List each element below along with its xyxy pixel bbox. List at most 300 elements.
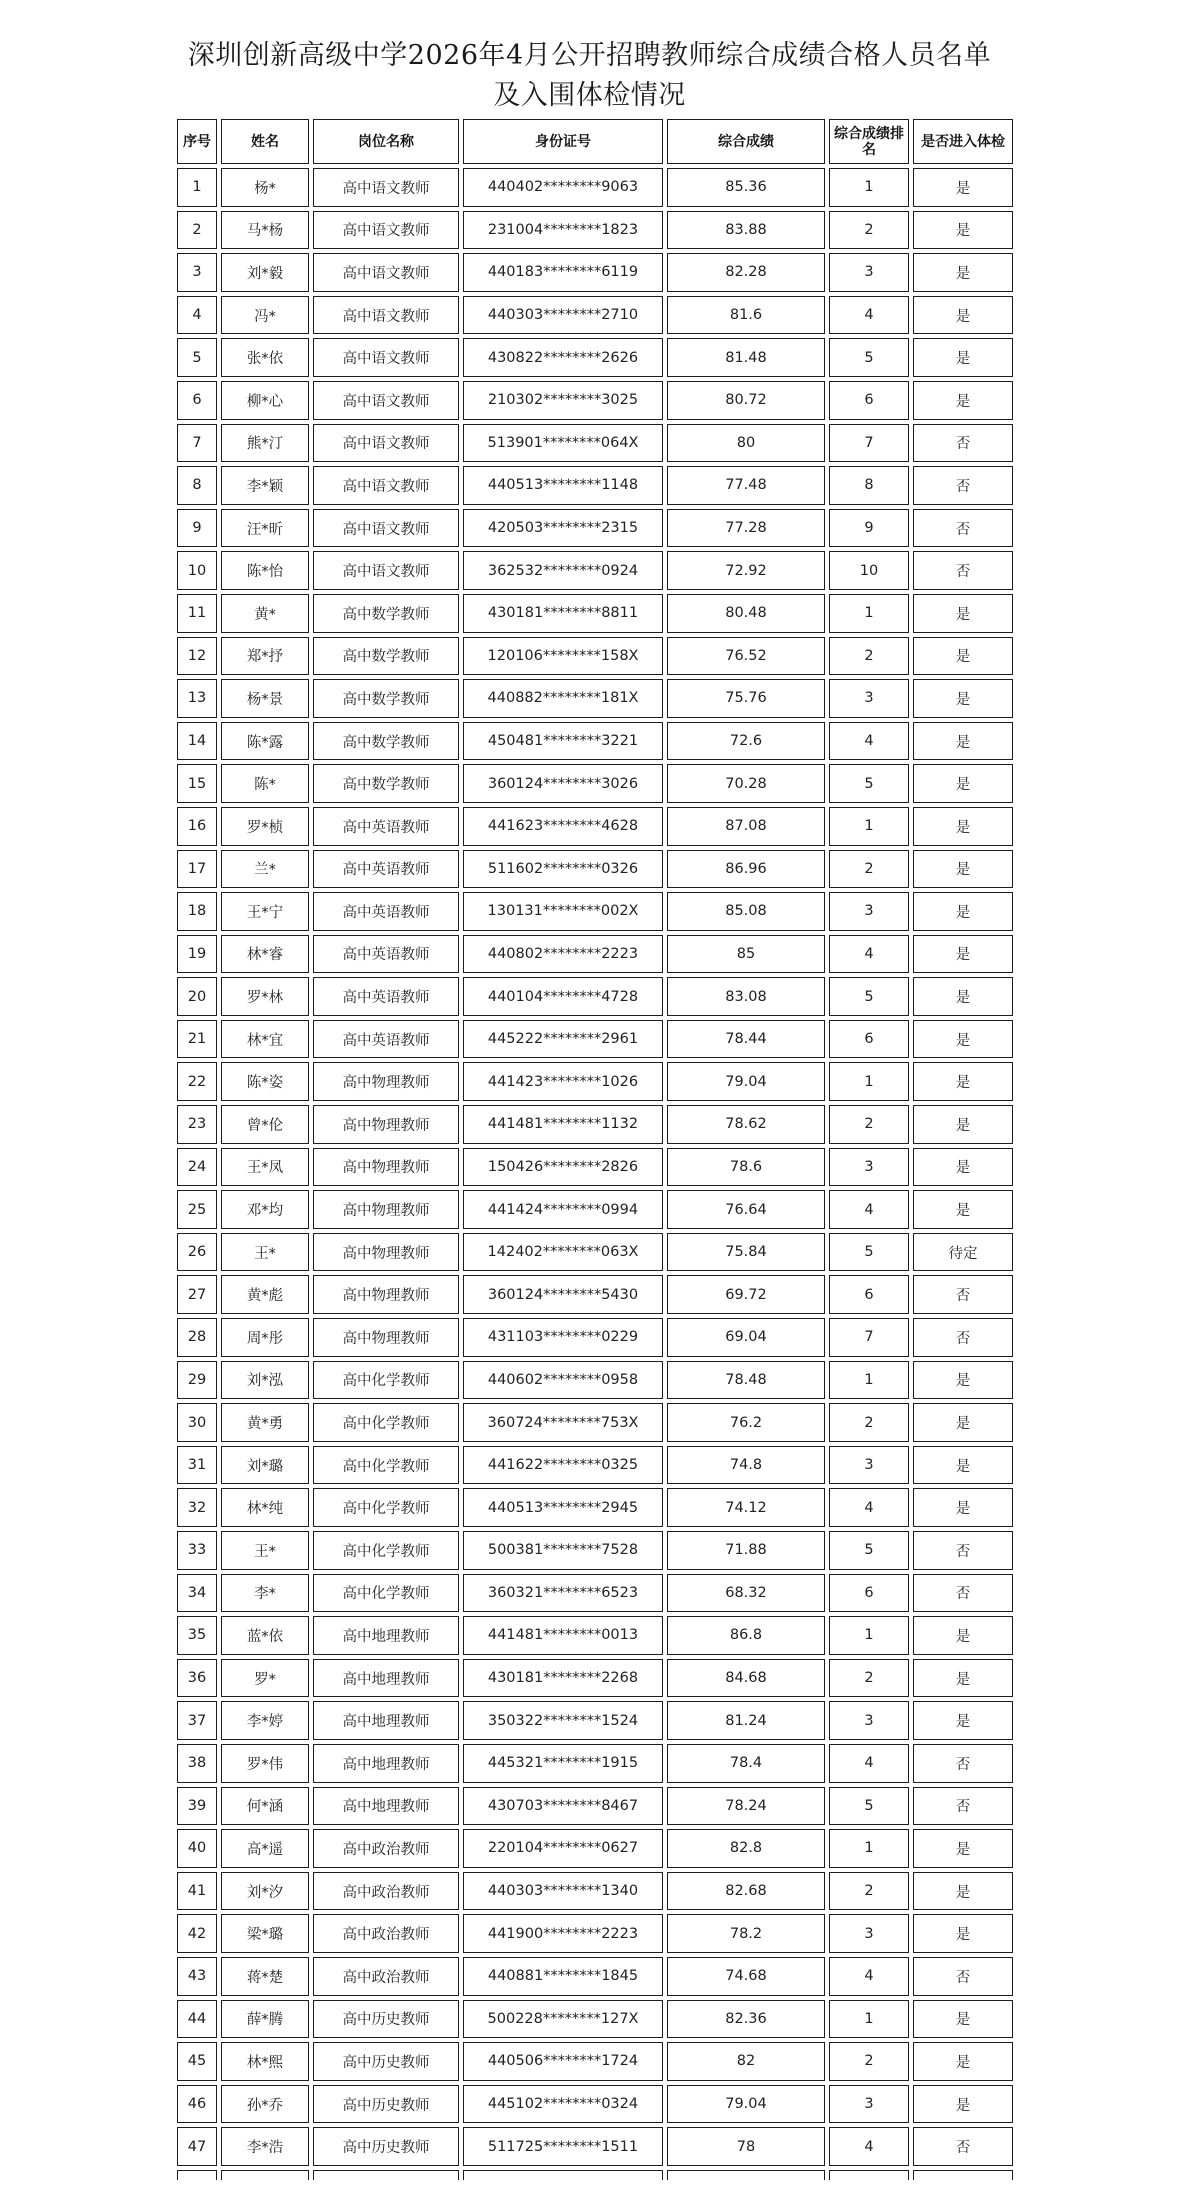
cell-name: 李*颖 (221, 466, 309, 505)
cell-total-score: 80.72 (667, 381, 825, 420)
cell-id-number: 142402********063X (463, 1233, 663, 1272)
cell-score-rank: 3 (829, 253, 909, 292)
cell-name: 杨*景 (221, 679, 309, 718)
cell-position: 高中数学教师 (313, 637, 459, 676)
cell-position: 高中历史教师 (313, 2042, 459, 2081)
cell-name: 蒋*楚 (221, 1957, 309, 1996)
cell-physical-exam: 是 (913, 722, 1013, 761)
cell-position: 高中物理教师 (313, 1062, 459, 1101)
cell-score-rank: 4 (829, 2127, 909, 2166)
cell-score-rank: 7 (829, 1318, 909, 1357)
cell-physical-exam: 是 (913, 892, 1013, 931)
empty-cell (313, 2170, 459, 2180)
cell-id-number: 360724********753X (463, 1403, 663, 1442)
cell-name: 刘*泓 (221, 1361, 309, 1400)
cell-id-number: 445222********2961 (463, 1020, 663, 1059)
table-row (177, 1446, 1013, 1485)
cell-physical-exam: 是 (913, 764, 1013, 803)
cell-serial-number: 26 (177, 1233, 217, 1272)
cell-score-rank: 3 (829, 1446, 909, 1485)
cell-total-score: 78.4 (667, 1744, 825, 1783)
cell-position: 高中语文教师 (313, 551, 459, 590)
cell-total-score: 78 (667, 2127, 825, 2166)
cell-total-score: 82.68 (667, 1872, 825, 1911)
cell-position: 高中物理教师 (313, 1233, 459, 1272)
cell-physical-exam: 是 (913, 594, 1013, 633)
table-row (177, 1062, 1013, 1101)
cell-position: 高中政治教师 (313, 1914, 459, 1953)
cell-name: 罗*林 (221, 977, 309, 1016)
cell-score-rank: 3 (829, 679, 909, 718)
cell-serial-number: 9 (177, 509, 217, 548)
cell-name: 李* (221, 1574, 309, 1613)
header-name: 姓名 (221, 119, 309, 164)
table-row (177, 679, 1013, 718)
cell-score-rank: 3 (829, 1148, 909, 1187)
cell-id-number: 513901********064X (463, 424, 663, 463)
table-row (177, 1616, 1013, 1655)
cell-serial-number: 42 (177, 1914, 217, 1953)
cell-physical-exam: 是 (913, 211, 1013, 250)
cell-total-score: 80.48 (667, 594, 825, 633)
cell-position: 高中政治教师 (313, 1957, 459, 1996)
cell-physical-exam: 否 (913, 551, 1013, 590)
cell-serial-number: 3 (177, 253, 217, 292)
table-row (177, 722, 1013, 761)
cell-position: 高中地理教师 (313, 1616, 459, 1655)
cell-id-number: 441423********1026 (463, 1062, 663, 1101)
cell-serial-number: 13 (177, 679, 217, 718)
cell-name: 曾*伦 (221, 1105, 309, 1144)
cell-total-score: 78.48 (667, 1361, 825, 1400)
cell-id-number: 360321********6523 (463, 1574, 663, 1613)
cell-name: 罗*伟 (221, 1744, 309, 1783)
cell-id-number: 430703********8467 (463, 1787, 663, 1826)
results-table (173, 115, 1017, 2184)
cell-position: 高中地理教师 (313, 1701, 459, 1740)
cell-id-number: 440402********9063 (463, 168, 663, 207)
cell-name: 林*宜 (221, 1020, 309, 1059)
cell-physical-exam: 是 (913, 1105, 1013, 1144)
cell-physical-exam: 否 (913, 509, 1013, 548)
cell-score-rank: 2 (829, 211, 909, 250)
cell-position: 高中化学教师 (313, 1531, 459, 1570)
cell-id-number: 450481********3221 (463, 722, 663, 761)
cell-position: 高中语文教师 (313, 211, 459, 250)
cell-serial-number: 28 (177, 1318, 217, 1357)
cell-score-rank: 4 (829, 1488, 909, 1527)
cell-physical-exam: 是 (913, 338, 1013, 377)
cell-serial-number: 5 (177, 338, 217, 377)
cell-score-rank: 2 (829, 1872, 909, 1911)
cell-physical-exam: 是 (913, 253, 1013, 292)
cell-physical-exam: 是 (913, 1148, 1013, 1187)
cell-id-number: 441622********0325 (463, 1446, 663, 1485)
cell-position: 高中物理教师 (313, 1190, 459, 1229)
cell-id-number: 120106********158X (463, 637, 663, 676)
cell-position: 高中物理教师 (313, 1275, 459, 1314)
table-row (177, 1914, 1013, 1953)
cell-score-rank: 1 (829, 1829, 909, 1868)
cell-position: 高中英语教师 (313, 807, 459, 846)
empty-cell (177, 2170, 217, 2180)
cell-physical-exam: 否 (913, 1957, 1013, 1996)
cell-id-number: 430181********8811 (463, 594, 663, 633)
cell-serial-number: 39 (177, 1787, 217, 1826)
cell-score-rank: 2 (829, 1659, 909, 1698)
cell-name: 陈*怡 (221, 551, 309, 590)
cell-serial-number: 14 (177, 722, 217, 761)
table-row (177, 253, 1013, 292)
cell-total-score: 70.28 (667, 764, 825, 803)
cell-name: 梁*璐 (221, 1914, 309, 1953)
cell-position: 高中英语教师 (313, 935, 459, 974)
cell-score-rank: 4 (829, 1957, 909, 1996)
cell-serial-number: 25 (177, 1190, 217, 1229)
cell-name: 何*涵 (221, 1787, 309, 1826)
cell-score-rank: 2 (829, 2042, 909, 2081)
cell-serial-number: 16 (177, 807, 217, 846)
cell-total-score: 75.84 (667, 1233, 825, 1272)
table-row (177, 1957, 1013, 1996)
cell-serial-number: 24 (177, 1148, 217, 1187)
cell-name: 高*遥 (221, 1829, 309, 1868)
cell-score-rank: 9 (829, 509, 909, 548)
table-row (177, 1105, 1013, 1144)
cell-score-rank: 5 (829, 764, 909, 803)
cell-physical-exam: 是 (913, 850, 1013, 889)
cell-physical-exam: 否 (913, 466, 1013, 505)
cell-physical-exam: 是 (913, 1403, 1013, 1442)
cell-id-number: 445102********0324 (463, 2085, 663, 2124)
cell-name: 王*宁 (221, 892, 309, 931)
header-physical-exam: 是否进入体检 (913, 119, 1013, 164)
cell-physical-exam: 是 (913, 2042, 1013, 2081)
cell-physical-exam: 是 (913, 1446, 1013, 1485)
cell-position: 高中英语教师 (313, 892, 459, 931)
cell-total-score: 76.52 (667, 637, 825, 676)
cell-score-rank: 1 (829, 807, 909, 846)
cell-serial-number: 47 (177, 2127, 217, 2166)
cell-id-number: 500228********127X (463, 2000, 663, 2039)
cell-serial-number: 18 (177, 892, 217, 931)
cell-position: 高中数学教师 (313, 594, 459, 633)
cell-id-number: 441481********1132 (463, 1105, 663, 1144)
cell-id-number: 500381********7528 (463, 1531, 663, 1570)
cell-name: 刘*汐 (221, 1872, 309, 1911)
cell-position: 高中语文教师 (313, 296, 459, 335)
cell-total-score: 84.68 (667, 1659, 825, 1698)
cell-serial-number: 34 (177, 1574, 217, 1613)
table-row (177, 1574, 1013, 1613)
cell-serial-number: 15 (177, 764, 217, 803)
cell-total-score: 82 (667, 2042, 825, 2081)
cell-position: 高中化学教师 (313, 1574, 459, 1613)
table-row (177, 551, 1013, 590)
cell-serial-number: 12 (177, 637, 217, 676)
cell-id-number: 441900********2223 (463, 1914, 663, 1953)
cell-name: 黄*彪 (221, 1275, 309, 1314)
cell-id-number: 220104********0627 (463, 1829, 663, 1868)
cell-position: 高中地理教师 (313, 1659, 459, 1698)
cell-position: 高中英语教师 (313, 850, 459, 889)
cell-position: 高中历史教师 (313, 2085, 459, 2124)
cell-serial-number: 7 (177, 424, 217, 463)
cell-physical-exam: 是 (913, 807, 1013, 846)
cell-score-rank: 6 (829, 1275, 909, 1314)
cell-score-rank: 5 (829, 1233, 909, 1272)
table-row (177, 424, 1013, 463)
table-row (177, 1659, 1013, 1698)
cell-score-rank: 4 (829, 1744, 909, 1783)
cell-id-number: 511725********1511 (463, 2127, 663, 2166)
cell-name: 杨* (221, 168, 309, 207)
table-row (177, 466, 1013, 505)
cell-id-number: 441623********4628 (463, 807, 663, 846)
table-row (177, 2000, 1013, 2039)
cell-total-score: 74.8 (667, 1446, 825, 1485)
cell-total-score: 85.36 (667, 168, 825, 207)
cell-total-score: 87.08 (667, 807, 825, 846)
cell-physical-exam: 否 (913, 1787, 1013, 1826)
cell-id-number: 440303********2710 (463, 296, 663, 335)
cell-total-score: 74.12 (667, 1488, 825, 1527)
cell-id-number: 440882********181X (463, 679, 663, 718)
cell-id-number: 440183********6119 (463, 253, 663, 292)
cell-serial-number: 40 (177, 1829, 217, 1868)
cell-id-number: 440506********1724 (463, 2042, 663, 2081)
cell-name: 王* (221, 1531, 309, 1570)
cell-physical-exam: 否 (913, 424, 1013, 463)
cell-name: 陈* (221, 764, 309, 803)
cell-serial-number: 35 (177, 1616, 217, 1655)
cell-physical-exam: 是 (913, 1914, 1013, 1953)
cell-physical-exam: 是 (913, 1701, 1013, 1740)
table-row (177, 381, 1013, 420)
table-row (177, 892, 1013, 931)
cell-total-score: 83.88 (667, 211, 825, 250)
cell-serial-number: 41 (177, 1872, 217, 1911)
table-header-row (177, 119, 1013, 164)
cell-id-number: 360124********5430 (463, 1275, 663, 1314)
cell-position: 高中物理教师 (313, 1105, 459, 1144)
cell-score-rank: 1 (829, 168, 909, 207)
cell-position: 高中化学教师 (313, 1361, 459, 1400)
cell-serial-number: 10 (177, 551, 217, 590)
cell-position: 高中化学教师 (313, 1446, 459, 1485)
cell-serial-number: 32 (177, 1488, 217, 1527)
cell-serial-number: 44 (177, 2000, 217, 2039)
cell-name: 陈*姿 (221, 1062, 309, 1101)
table-row (177, 1275, 1013, 1314)
table-row (177, 1403, 1013, 1442)
table-row (177, 1148, 1013, 1187)
cell-score-rank: 4 (829, 722, 909, 761)
cell-physical-exam: 否 (913, 1531, 1013, 1570)
cell-id-number: 440513********2945 (463, 1488, 663, 1527)
cell-score-rank: 1 (829, 1361, 909, 1400)
cell-serial-number: 21 (177, 1020, 217, 1059)
cell-id-number: 360124********3026 (463, 764, 663, 803)
cell-score-rank: 6 (829, 1020, 909, 1059)
cell-serial-number: 4 (177, 296, 217, 335)
cell-score-rank: 5 (829, 977, 909, 1016)
empty-cell (463, 2170, 663, 2180)
table-row-cut-off (177, 2170, 1013, 2180)
cell-total-score: 68.32 (667, 1574, 825, 1613)
cell-serial-number: 2 (177, 211, 217, 250)
table-row (177, 1361, 1013, 1400)
cell-name: 兰* (221, 850, 309, 889)
cell-total-score: 69.04 (667, 1318, 825, 1357)
cell-total-score: 81.24 (667, 1701, 825, 1740)
cell-score-rank: 6 (829, 381, 909, 420)
cell-serial-number: 20 (177, 977, 217, 1016)
cell-physical-exam: 是 (913, 935, 1013, 974)
cell-score-rank: 2 (829, 1403, 909, 1442)
cell-score-rank: 7 (829, 424, 909, 463)
cell-position: 高中语文教师 (313, 253, 459, 292)
cell-id-number: 440303********1340 (463, 1872, 663, 1911)
table-row (177, 1829, 1013, 1868)
cell-serial-number: 46 (177, 2085, 217, 2124)
cell-name: 刘*毅 (221, 253, 309, 292)
table-row (177, 338, 1013, 377)
table-row (177, 1872, 1013, 1911)
cell-name: 刘*璐 (221, 1446, 309, 1485)
cell-id-number: 362532********0924 (463, 551, 663, 590)
table-row (177, 1318, 1013, 1357)
table-row (177, 935, 1013, 974)
table-row (177, 211, 1013, 250)
cell-physical-exam: 否 (913, 1574, 1013, 1613)
table-row (177, 2042, 1013, 2081)
table-row (177, 807, 1013, 846)
cell-position: 高中语文教师 (313, 466, 459, 505)
cell-physical-exam: 是 (913, 1062, 1013, 1101)
cell-name: 黄*勇 (221, 1403, 309, 1442)
table-row (177, 1190, 1013, 1229)
cell-total-score: 74.68 (667, 1957, 825, 1996)
cell-total-score: 82.8 (667, 1829, 825, 1868)
cell-name: 黄* (221, 594, 309, 633)
cell-name: 郑*抒 (221, 637, 309, 676)
table-row (177, 1787, 1013, 1826)
cell-total-score: 86.96 (667, 850, 825, 889)
cell-id-number: 445321********1915 (463, 1744, 663, 1783)
cell-score-rank: 1 (829, 1616, 909, 1655)
empty-cell (221, 2170, 309, 2180)
cell-score-rank: 1 (829, 2000, 909, 2039)
cell-physical-exam: 是 (913, 1190, 1013, 1229)
cell-total-score: 79.04 (667, 2085, 825, 2124)
cell-physical-exam: 是 (913, 381, 1013, 420)
cell-total-score: 69.72 (667, 1275, 825, 1314)
cell-total-score: 79.04 (667, 1062, 825, 1101)
cell-serial-number: 8 (177, 466, 217, 505)
cell-serial-number: 22 (177, 1062, 217, 1101)
cell-physical-exam: 是 (913, 1659, 1013, 1698)
cell-physical-exam: 是 (913, 1020, 1013, 1059)
header-serial-number: 序号 (177, 119, 217, 164)
cell-position: 高中语文教师 (313, 424, 459, 463)
cell-total-score: 77.48 (667, 466, 825, 505)
cell-total-score: 85 (667, 935, 825, 974)
cell-physical-exam: 否 (913, 1275, 1013, 1314)
cell-name: 林*睿 (221, 935, 309, 974)
cell-position: 高中语文教师 (313, 381, 459, 420)
cell-physical-exam: 是 (913, 168, 1013, 207)
cell-serial-number: 11 (177, 594, 217, 633)
cell-total-score: 82.36 (667, 2000, 825, 2039)
empty-cell (913, 2170, 1013, 2180)
cell-serial-number: 36 (177, 1659, 217, 1698)
cell-total-score: 81.48 (667, 338, 825, 377)
cell-score-rank: 1 (829, 1062, 909, 1101)
cell-score-rank: 3 (829, 892, 909, 931)
cell-position: 高中数学教师 (313, 722, 459, 761)
cell-serial-number: 30 (177, 1403, 217, 1442)
empty-cell (667, 2170, 825, 2180)
cell-id-number: 430822********2626 (463, 338, 663, 377)
page-title-line-2: 及入围体检情况 (493, 80, 686, 111)
cell-score-rank: 8 (829, 466, 909, 505)
cell-id-number: 130131********002X (463, 892, 663, 931)
cell-position: 高中英语教师 (313, 977, 459, 1016)
header-total-score: 综合成绩 (667, 119, 825, 164)
cell-position: 高中语文教师 (313, 338, 459, 377)
table-body (177, 168, 1013, 2180)
cell-name: 孙*乔 (221, 2085, 309, 2124)
cell-physical-exam: 是 (913, 1872, 1013, 1911)
cell-name: 邓*均 (221, 1190, 309, 1229)
cell-position: 高中语文教师 (313, 509, 459, 548)
cell-total-score: 83.08 (667, 977, 825, 1016)
cell-position: 高中地理教师 (313, 1787, 459, 1826)
cell-total-score: 76.64 (667, 1190, 825, 1229)
cell-score-rank: 3 (829, 1914, 909, 1953)
cell-total-score: 81.6 (667, 296, 825, 335)
cell-score-rank: 3 (829, 1701, 909, 1740)
cell-name: 林*纯 (221, 1488, 309, 1527)
cell-total-score: 71.88 (667, 1531, 825, 1570)
cell-serial-number: 6 (177, 381, 217, 420)
cell-position: 高中地理教师 (313, 1744, 459, 1783)
cell-physical-exam: 是 (913, 2085, 1013, 2124)
cell-total-score: 78.24 (667, 1787, 825, 1826)
cell-physical-exam: 是 (913, 1829, 1013, 1868)
table-row (177, 168, 1013, 207)
cell-score-rank: 5 (829, 1531, 909, 1570)
cell-name: 马*杨 (221, 211, 309, 250)
cell-name: 王* (221, 1233, 309, 1272)
table-row (177, 977, 1013, 1016)
cell-physical-exam: 否 (913, 1744, 1013, 1783)
cell-score-rank: 6 (829, 1574, 909, 1613)
table-row (177, 1488, 1013, 1527)
table-row (177, 1233, 1013, 1272)
cell-name: 周*彤 (221, 1318, 309, 1357)
cell-id-number: 440104********4728 (463, 977, 663, 1016)
cell-position: 高中历史教师 (313, 2000, 459, 2039)
cell-score-rank: 5 (829, 338, 909, 377)
cell-position: 高中英语教师 (313, 1020, 459, 1059)
cell-total-score: 78.62 (667, 1105, 825, 1144)
cell-name: 罗* (221, 1659, 309, 1698)
cell-physical-exam: 否 (913, 1318, 1013, 1357)
cell-name: 林*熙 (221, 2042, 309, 2081)
table-row (177, 764, 1013, 803)
